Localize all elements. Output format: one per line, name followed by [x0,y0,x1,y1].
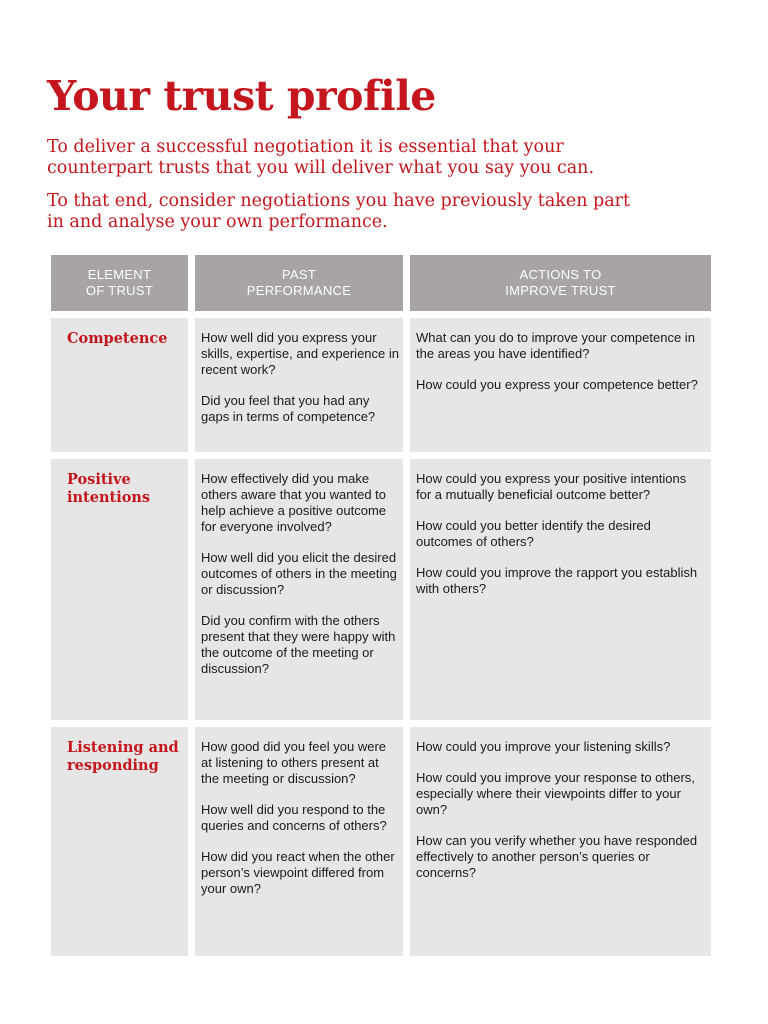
element-label: Positive intentions [67,471,151,506]
question: Did you confirm with the others present that they were happy with the outcome of the meeting or discussion? [201,613,396,676]
question: How could you express your positive intentions for a mutually beneficial outcome better? [416,471,687,502]
table-row-intentions-element [51,459,188,720]
table-row-competence-element [51,318,188,452]
question: How could you improve the rapport you establish with others? [416,565,698,596]
question: How could you better identify the desired outcomes of others? [416,518,651,549]
intro-paragraph-2: To that end, consider negotiations you have previously taken part in and analyse your own performance. [47,191,631,232]
header-label: ACTIONS TO IMPROVE TRUST [505,267,616,298]
table-row-listening-actions [410,727,711,956]
header-element-of-trust [51,255,188,311]
question: How could you improve your listening skills? [416,739,671,754]
question: How good did you feel you were at listening to others present at the meeting or discussion? [201,739,387,786]
table-row-listening-element [51,727,188,956]
question: How well did you express your skills, expertise, and experience in recent work? [201,330,399,377]
element-label: Competence [67,330,168,347]
question: How could you improve your response to others, especially where their viewpoints differ to your own? [416,770,695,817]
question: How did you react when the other person’s viewpoint differed from your own? [201,849,395,896]
page-title: Your trust profile [47,72,436,120]
header-actions [410,255,711,311]
table-row-competence-actions [410,318,711,452]
table-row-intentions-actions [410,459,711,720]
header-label: PAST PERFORMANCE [246,267,352,298]
question: Did you feel that you had any gaps in terms of competence? [201,393,376,424]
intro-paragraph-1: To deliver a successful negotiation it is essential that your counterpart trusts that you will deliver what you say you can. [47,137,595,178]
question: How effectively did you make others aware that you wanted to help achieve a positive outcome for everyone involved? [201,471,387,534]
question: What can you do to improve your competence in the areas you have identified? [416,330,695,361]
table-row-competence-past [195,318,403,452]
header-label: ELEMENT OF TRUST [85,267,154,298]
element-label: Listening and responding [67,739,179,774]
question: How well did you elicit the desired outcomes of others in the meeting or discussion? [201,550,397,597]
table-row-intentions-past [195,459,403,720]
question: How could you express your competence better? [416,377,698,392]
question: How can you verify whether you have responded effectively to another person’s queries or concerns? [416,833,698,880]
question: How well did you respond to the queries and concerns of others? [201,802,387,833]
table-row-listening-past [195,727,403,956]
header-past-performance [195,255,403,311]
